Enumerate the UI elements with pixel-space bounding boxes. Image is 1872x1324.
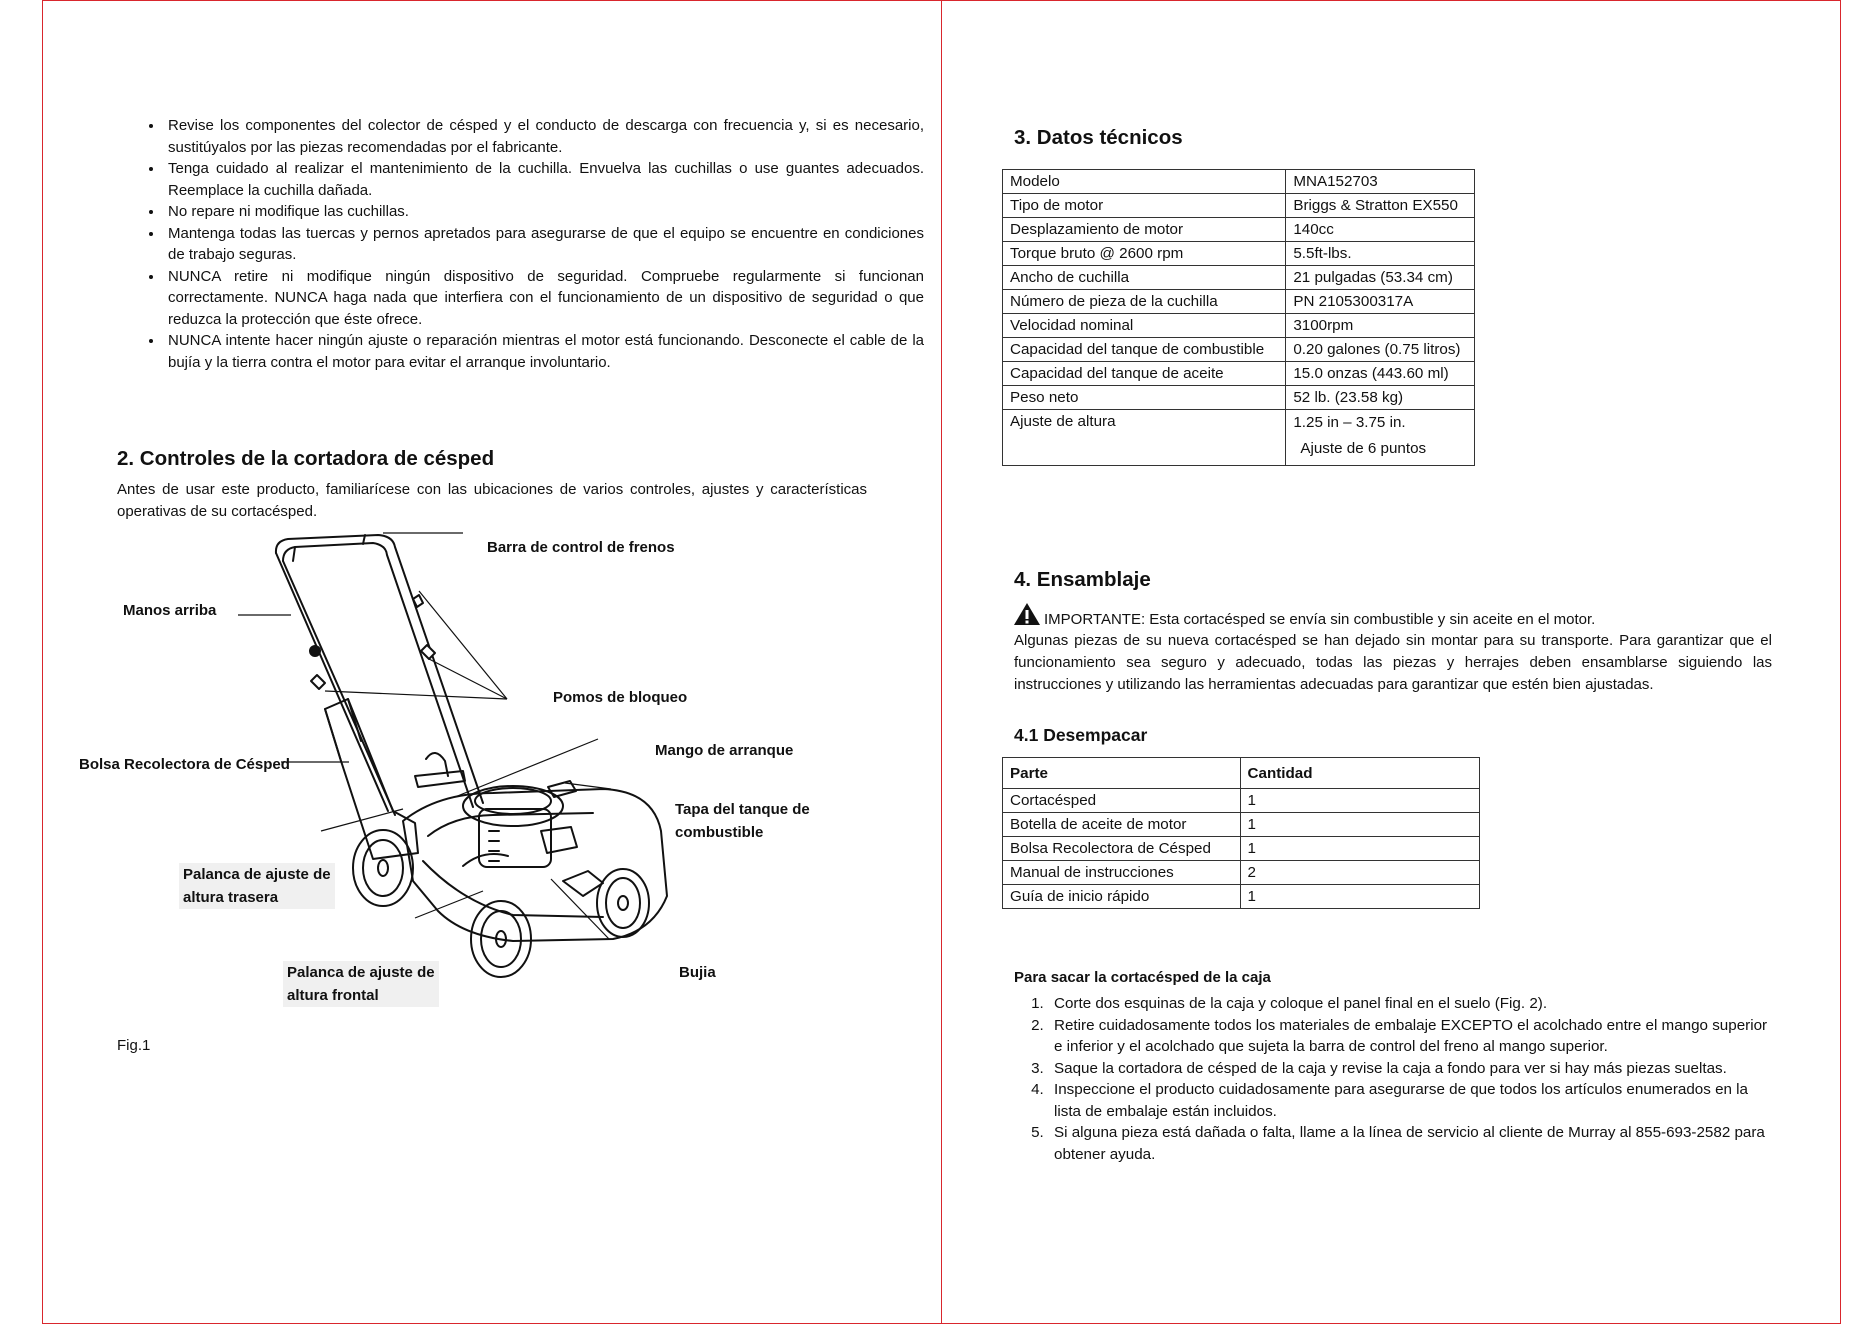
table-row — [1003, 362, 1475, 386]
bullet-item: • NUNCA retire ni modifique ningún dispositivo de seguridad. Compruebe regularmente si funcionan correctamente. NUNCA haga nada que interfiera con el funcionamiento de un dispositivo de seguridad o que reduzca la protección que éste ofrece. — [164, 266, 924, 331]
label-fuel-cap-line1: Tapa del tanque de — [675, 801, 810, 818]
assembly-paragraph: Algunas piezas de su nueva cortacésped se han dejado sin montar para su transporte. Para garantizar que el funcionamiento sea seguro y adecuado, todas las piezas y herrajes deben ensamblarse siguiendo las instrucciones y utilizando las herramientas adecuadas para garantizar que estén bien ajustadas. — [1014, 632, 1772, 693]
step-item: 2. Retire cuidadosamente todos los materiales de embalaje EXCEPTO el acolchado entre el mango superior e inferior y el acolchado que sujeta la barra de control del freno al mango superior. — [1048, 1015, 1778, 1058]
figure-caption: Fig.1 — [117, 1037, 151, 1054]
table-row — [1003, 789, 1480, 813]
label-spark-plug: Bujia — [679, 964, 716, 981]
table-row — [1003, 410, 1475, 466]
section-title-controls: 2. Controles de la cortadora de césped — [117, 447, 495, 470]
part-qty: 1 — [1240, 837, 1479, 861]
spec-value: 52 lb. (23.58 kg) — [1286, 386, 1475, 410]
table-row — [1003, 290, 1475, 314]
parts-table — [1002, 757, 1480, 909]
bullet-item: • Mantenga todas las tuercas y pernos apretados para asegurarse de que el equipo se encuentre en condiciones de trabajo seguras. — [164, 223, 924, 266]
spec-label: Tipo de motor — [1003, 194, 1286, 218]
step-item: 4. Inspeccione el producto cuidadosamente para asegurarse de que todos los artículos enumerados en la lista de embalaje están incluidos. — [1048, 1079, 1778, 1122]
section-title-assembly: 4. Ensamblaje — [1014, 568, 1151, 591]
table-header-row — [1003, 758, 1480, 789]
safety-bullet-list — [143, 115, 924, 373]
table-row — [1003, 386, 1475, 410]
spec-label: Velocidad nominal — [1003, 314, 1286, 338]
label-front-lever-line1: Palanca de ajuste de — [287, 964, 435, 981]
bullet-item: • NUNCA intente hacer ningún ajuste o reparación mientras el motor está funcionando. Desconecte el cable de la bujía y la tierra contra el motor para evitar el arranque involuntario. — [164, 330, 924, 373]
part-qty: 1 — [1240, 813, 1479, 837]
table-row — [1003, 266, 1475, 290]
spec-label: Torque bruto @ 2600 rpm — [1003, 242, 1286, 266]
height-positions: Ajuste de 6 puntos — [1300, 440, 1427, 457]
part-name: Guía de inicio rápido — [1003, 885, 1241, 909]
spec-label: Número de pieza de la cuchilla — [1003, 290, 1286, 314]
spec-label: Ajuste de altura — [1003, 410, 1286, 466]
spec-label: Modelo — [1003, 170, 1286, 194]
table-row — [1003, 338, 1475, 362]
part-name: Botella de aceite de motor — [1003, 813, 1241, 837]
remove-from-box-title: Para sacar la cortacésped de la caja — [1014, 969, 1271, 986]
part-qty: 1 — [1240, 789, 1479, 813]
spec-value: 15.0 onzas (443.60 ml) — [1286, 362, 1475, 386]
table-row — [1003, 218, 1475, 242]
table-row — [1003, 861, 1480, 885]
bullet-item: • No repare ni modifique las cuchillas. — [164, 201, 924, 223]
section-title-unpack: 4.1 Desempacar — [1014, 725, 1148, 745]
label-fuel-cap-line2: combustible — [675, 824, 764, 841]
table-row — [1003, 242, 1475, 266]
step-item: 5. Si alguna pieza está dañada o falta, llame a la línea de servicio al cliente de Murray al 855-693-2582 para obtener ayuda. — [1048, 1122, 1778, 1165]
label-rear-height-lever — [179, 863, 335, 909]
left-page — [42, 0, 942, 1324]
section-title-specs: 3. Datos técnicos — [1014, 126, 1183, 149]
bullet-item: • Tenga cuidado al realizar el mantenimiento de la cuchilla. Envuelva las cuchillas o use guantes adecuados. Reemplace la cuchilla dañada. — [164, 158, 924, 201]
table-row — [1003, 194, 1475, 218]
spec-value-height — [1286, 410, 1475, 466]
label-start-handle: Mango de arranque — [655, 742, 794, 759]
table-row — [1003, 885, 1480, 909]
label-front-height-lever — [283, 961, 439, 1007]
spec-label: Capacidad del tanque de aceite — [1003, 362, 1286, 386]
label-rear-lever-line2: altura trasera — [183, 889, 279, 906]
spec-label: Desplazamiento de motor — [1003, 218, 1286, 242]
label-grass-bag: Bolsa Recolectora de Césped — [79, 756, 290, 773]
important-note: IMPORTANTE: Esta cortacésped se envía sin combustible y sin aceite en el motor. — [1044, 611, 1596, 628]
table-row — [1003, 170, 1475, 194]
part-name: Bolsa Recolectora de Césped — [1003, 837, 1241, 861]
column-header: Parte — [1003, 758, 1241, 789]
part-name: Cortacésped — [1003, 789, 1241, 813]
label-brake-bar: Barra de control de frenos — [487, 539, 675, 556]
spec-value: MNA152703 — [1286, 170, 1475, 194]
bullet-item: • Revise los componentes del colector de césped y el conducto de descarga con frecuencia y, si es necesario, sustitúyalos por las piezas recomendadas por el fabricante. — [164, 115, 924, 158]
spec-value: 3100rpm — [1286, 314, 1475, 338]
spec-label: Capacidad del tanque de combustible — [1003, 338, 1286, 362]
table-row — [1003, 813, 1480, 837]
part-qty: 1 — [1240, 885, 1479, 909]
table-row — [1003, 314, 1475, 338]
unbox-steps-list — [1014, 993, 1778, 1165]
label-handles-up: Manos arriba — [123, 602, 217, 619]
spec-value: Briggs & Stratton EX550 — [1286, 194, 1475, 218]
label-lock-knobs: Pomos de bloqueo — [553, 689, 688, 706]
height-range: 1.25 in – 3.75 in. — [1293, 414, 1406, 431]
warning-triangle-icon — [1013, 602, 1043, 626]
column-header: Cantidad — [1240, 758, 1479, 789]
spec-value: 140cc — [1286, 218, 1475, 242]
section-intro: Antes de usar este producto, familiarícese con las ubicaciones de varios controles, ajustes y características operativas de su cortacésped. — [117, 481, 867, 520]
spec-label: Ancho de cuchilla — [1003, 266, 1286, 290]
spec-value: 0.20 galones (0.75 litros) — [1286, 338, 1475, 362]
part-name: Manual de instrucciones — [1003, 861, 1241, 885]
label-front-lever-line2: altura frontal — [287, 987, 379, 1004]
table-row — [1003, 837, 1480, 861]
spec-value: PN 2105300317A — [1286, 290, 1475, 314]
step-item: 1. Corte dos esquinas de la caja y coloque el panel final en el suelo (Fig. 2). — [1048, 993, 1778, 1015]
label-fuel-cap — [675, 798, 810, 844]
spec-label: Peso neto — [1003, 386, 1286, 410]
right-page — [941, 0, 1841, 1324]
label-rear-lever-line1: Palanca de ajuste de — [183, 866, 331, 883]
specs-table — [1002, 169, 1475, 466]
step-item: 3. Saque la cortadora de césped de la caja y revise la caja a fondo para ver si hay más piezas sueltas. — [1048, 1058, 1778, 1080]
spec-value: 21 pulgadas (53.34 cm) — [1286, 266, 1475, 290]
spec-value: 5.5ft-lbs. — [1286, 242, 1475, 266]
part-qty: 2 — [1240, 861, 1479, 885]
